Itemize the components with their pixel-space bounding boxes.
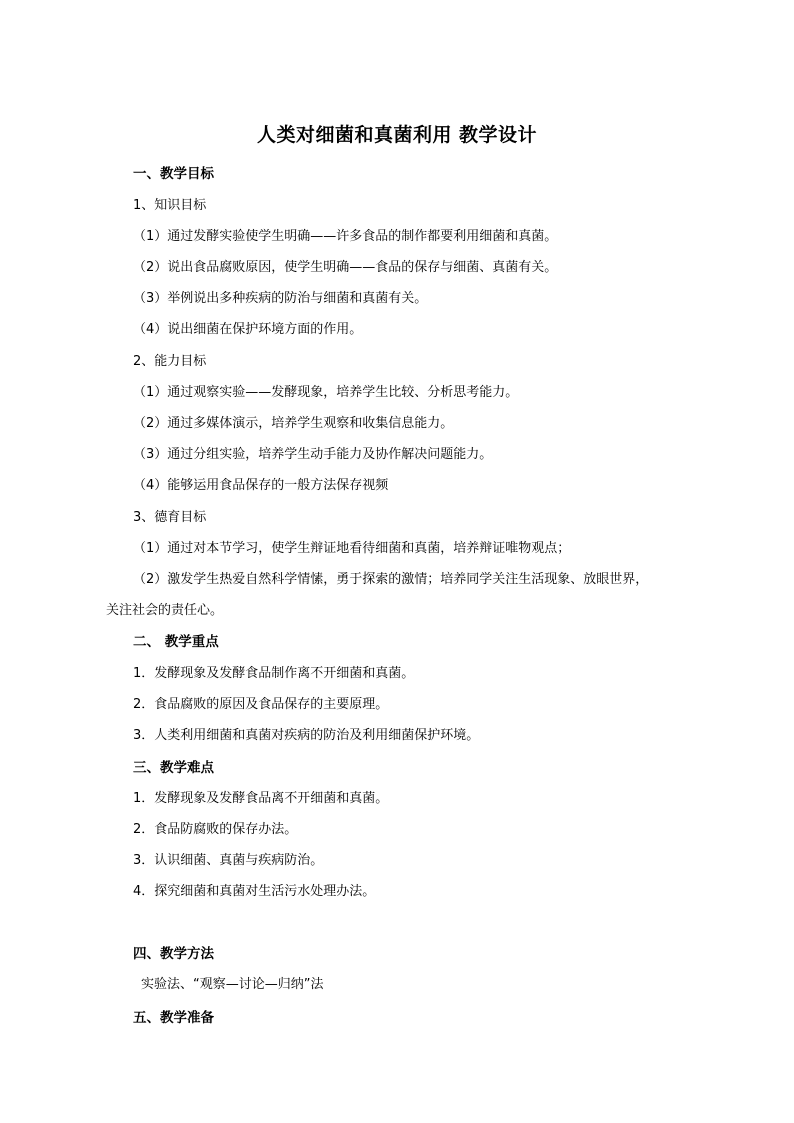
list-item-continuation: 关注社会的责任心。 — [106, 603, 224, 618]
list-item: （2）说出食品腐败原因，使学生明确——食品的保存与细菌、真菌有关。 — [133, 260, 558, 275]
subheading-ability: 2、能力目标 — [133, 354, 207, 369]
list-item: （1）通过发酵实验使学生明确——许多食品的制作都要利用细菌和真菌。 — [133, 229, 558, 244]
subheading-knowledge: 1、知识目标 — [133, 198, 207, 213]
list-item: 4．探究细菌和真菌对生活污水处理办法。 — [133, 884, 376, 899]
list-item: （2）通过多媒体演示，培养学生观察和收集信息能力。 — [133, 416, 454, 431]
list-item: （4）能够运用食品保存的一般方法保存视频 — [133, 478, 389, 493]
list-item: 2．食品腐败的原因及食品保存的主要原理。 — [133, 697, 389, 712]
list-item: （4）说出细菌在保护环境方面的作用。 — [133, 322, 363, 337]
subheading-moral: 3、德育目标 — [133, 510, 207, 525]
list-item: （3）通过分组实验，培养学生动手能力及协作解决问题能力。 — [133, 447, 493, 462]
list-item: 2．食品防腐败的保存办法。 — [133, 822, 298, 837]
section-heading-preparation: 五、教学准备 — [133, 1010, 214, 1026]
section-heading-difficulties: 三、教学难点 — [133, 760, 214, 776]
list-item: 1．发酵现象及发酵食品离不开细菌和真菌。 — [133, 791, 389, 806]
list-item: （3）举例说出多种疾病的防治与细菌和真菌有关。 — [133, 291, 428, 306]
list-item: （2）激发学生热爱自然科学情愫，勇于探索的激情；培养同学关注生活现象、放眼世界， — [133, 572, 649, 587]
document-title: 人类对细菌和真菌利用 教学设计 — [256, 124, 538, 146]
list-item: 3．人类利用细菌和真菌对疾病的防治及利用细菌保护环境。 — [133, 728, 480, 743]
list-item: （1）通过观察实验——发酵现象，培养学生比较、分析思考能力。 — [133, 385, 519, 400]
methods-text: 实验法、“观察—讨论—归纳”法 — [141, 977, 324, 992]
section-heading-methods: 四、教学方法 — [133, 946, 214, 962]
list-item: 3．认识细菌、真菌与疾病防治。 — [133, 853, 324, 868]
section-heading-objectives: 一、教学目标 — [133, 166, 214, 182]
list-item: 1．发酵现象及发酵食品制作离不开细菌和真菌。 — [133, 666, 415, 681]
list-item: （1）通过对本节学习，使学生辩证地看待细菌和真菌，培养辩证唯物观点； — [133, 541, 571, 556]
section-heading-key-points: 二、 教学重点 — [133, 634, 219, 650]
